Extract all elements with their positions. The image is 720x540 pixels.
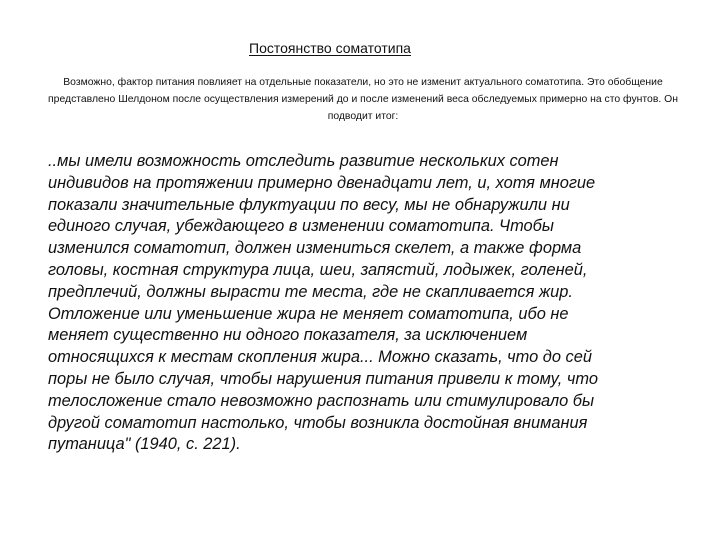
intro-paragraph: Возможно, фактор питания повлияет на отдельные показатели, но это не изменит актуального соматотипа. Это обобщение представлено Шелдоном после осуществления измерений до и после изменений веса обследуемых примерно на сто фунтов. Он подводит итог:: [48, 77, 678, 122]
slide-title: Постоянство соматотипа: [249, 40, 411, 56]
quote-paragraph: ..мы имели возможность отследить развитие нескольких сотен индивидов на протяжении примерно двенадцати лет, и, хотя многие показали значительные флуктуации по весу, мы не обнаружили ни единого случая, убеждающего в изменении соматотипа. Чтобы изменился соматотип, должен измениться скелет, а также форма головы, костная структура лица, шеи, запястий, лодыжек, голеней, предплечий, должны вырасти те места, где не скапливается жир. Отложение или уменьшение жира не меняет соматотипа, ибо не меняет существенно ни одного показателя, за исключением относящихся к местам скопления жира... Можно сказать, что до сей поры не было случая, чтобы нарушения питания привели к тому, что телосложение стало невозможно распознать или стимулировало бы другой соматотип настолько, чтобы возникла достойная внимания путаница" (1940, с. 221).: [48, 152, 598, 454]
